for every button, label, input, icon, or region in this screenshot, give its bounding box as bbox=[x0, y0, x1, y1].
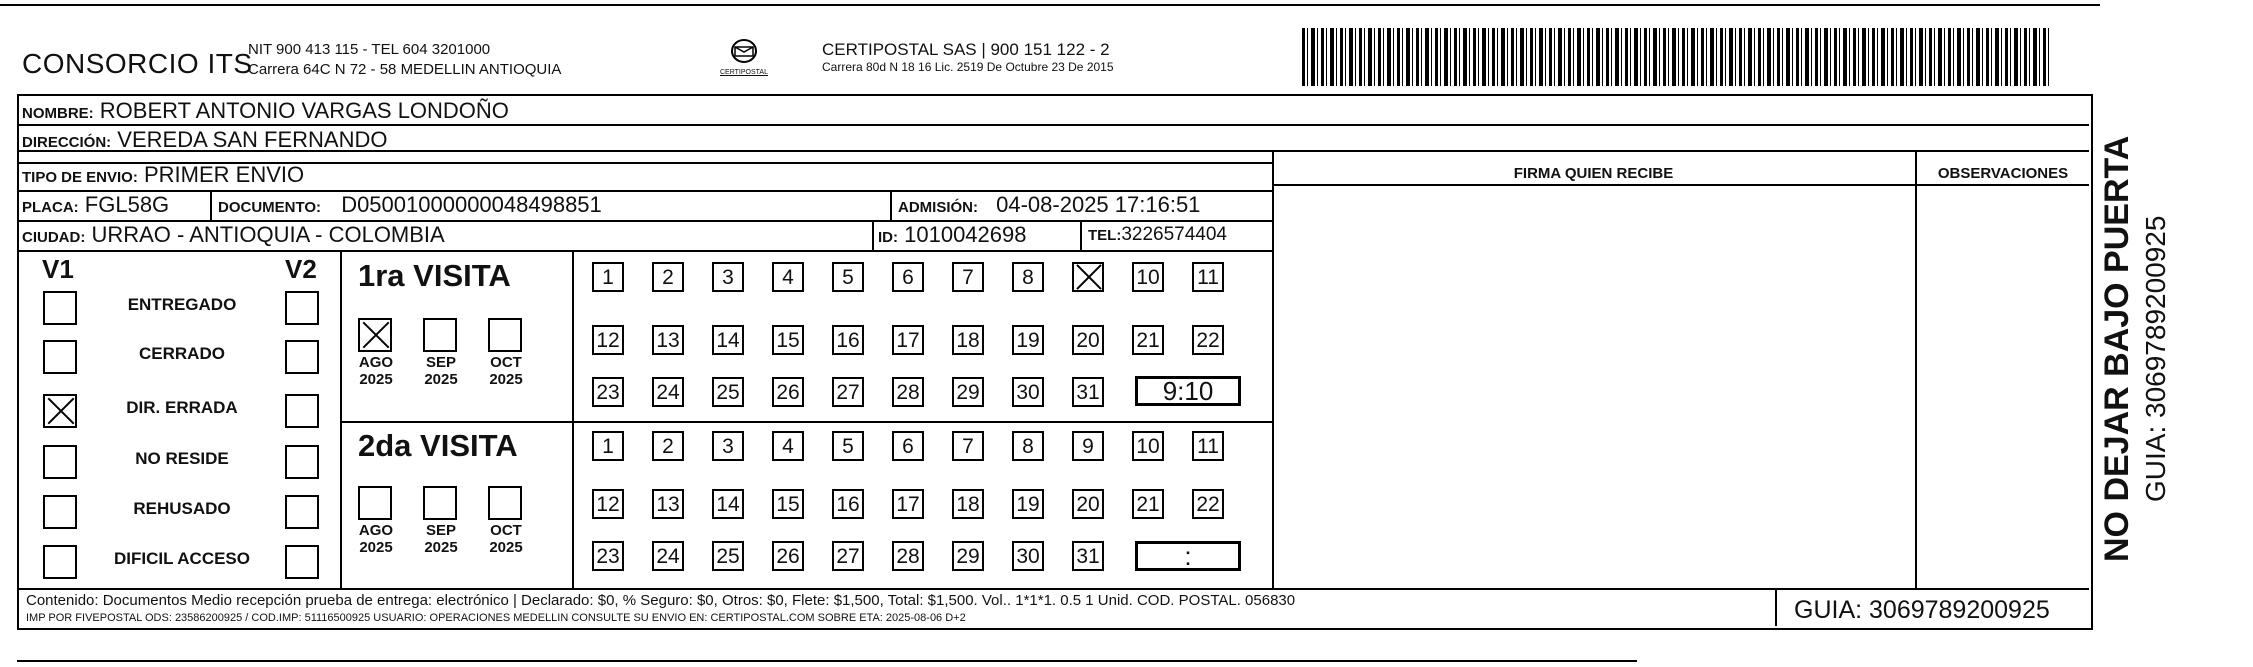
v2-checkbox[interactable] bbox=[285, 545, 319, 579]
document-row bbox=[218, 192, 602, 218]
company-info bbox=[248, 40, 561, 80]
visit2-day-box[interactable]: 17 bbox=[892, 489, 924, 519]
name-row bbox=[22, 98, 509, 124]
city-label: CIUDAD: bbox=[22, 229, 86, 246]
document-label: DOCUMENTO: bbox=[218, 199, 322, 216]
visit1-day-box[interactable]: 28 bbox=[892, 377, 924, 407]
visit1-day-box[interactable]: 4 bbox=[772, 262, 804, 292]
footer-imp: IMP POR FIVEPOSTAL ODS: 23586200925 / COD.IMP: 51116500925 USUARIO: OPERACIONES MEDELLIN CONSULTE SU ENVIO EN: CERTIPOSTAL.COM SOBRE ETA: 2025-08-06 D+2 bbox=[26, 612, 966, 624]
footer-guia: GUIA: 3069789200925 bbox=[1794, 596, 2050, 624]
visit1-day-box[interactable]: 30 bbox=[1012, 377, 1044, 407]
v2-checkbox[interactable] bbox=[285, 291, 319, 325]
visit1-day-box[interactable]: 11 bbox=[1192, 262, 1224, 292]
id-label: ID: bbox=[878, 229, 898, 246]
v2-checkbox[interactable] bbox=[285, 394, 319, 428]
visit2-day-box[interactable]: 15 bbox=[772, 489, 804, 519]
month-year: 2025 bbox=[489, 371, 523, 388]
month-year: 2025 bbox=[424, 539, 458, 556]
send-type-label: TIPO DE ENVIO: bbox=[22, 169, 138, 186]
admission-row bbox=[898, 192, 1200, 218]
visit2-day-box[interactable]: 12 bbox=[592, 489, 624, 519]
tel-label: TEL: bbox=[1088, 227, 1122, 244]
visit1-day-box[interactable]: 27 bbox=[832, 377, 864, 407]
month-name: SEP bbox=[425, 354, 456, 371]
visit1-day-box[interactable]: 25 bbox=[712, 377, 744, 407]
visit1-day-box[interactable]: 19 bbox=[1012, 325, 1044, 355]
visit1-time[interactable]: 9:10 bbox=[1135, 376, 1241, 406]
visit1-day-box[interactable]: 13 bbox=[652, 325, 684, 355]
visit1-title: 1ra VISITA bbox=[358, 258, 511, 293]
visit2-day-box[interactable]: 4 bbox=[772, 431, 804, 461]
visit1-day-box[interactable]: 15 bbox=[772, 325, 804, 355]
visit1-day-box[interactable]: 10 bbox=[1132, 262, 1164, 292]
send-type-row bbox=[22, 162, 304, 188]
visit2-month-checkbox[interactable] bbox=[423, 486, 457, 520]
company-nit: NIT 900 413 115 - TEL 604 3201000 bbox=[248, 41, 491, 58]
visit1-day-box[interactable] bbox=[1072, 262, 1104, 292]
v1-checkbox[interactable] bbox=[43, 291, 77, 325]
visit1-day-box[interactable]: 31 bbox=[1072, 377, 1104, 407]
visit1-day-box[interactable]: 8 bbox=[1012, 262, 1044, 292]
visit2-day-box[interactable]: 18 bbox=[952, 489, 984, 519]
visit1-month-checkbox[interactable] bbox=[423, 318, 457, 352]
v2-label: V2 bbox=[285, 254, 317, 284]
visit1-month-checkbox[interactable] bbox=[358, 318, 392, 352]
visit1-day-box[interactable]: 12 bbox=[592, 325, 624, 355]
visit2-day-box[interactable]: 19 bbox=[1012, 489, 1044, 519]
visit1-day-box[interactable]: 3 bbox=[712, 262, 744, 292]
visit1-day-box[interactable]: 6 bbox=[892, 262, 924, 292]
v1-checkbox[interactable] bbox=[43, 495, 77, 529]
visit2-month-checkbox[interactable] bbox=[488, 486, 522, 520]
v1-checkbox[interactable] bbox=[43, 445, 77, 479]
visit2-time[interactable]: : bbox=[1135, 541, 1241, 571]
send-type-value: PRIMER ENVIO bbox=[143, 162, 305, 187]
visit2-day-box[interactable]: 16 bbox=[832, 489, 864, 519]
city-value: URRAO - ANTIOQUIA - COLOMBIA bbox=[91, 222, 445, 247]
visit2-day-box[interactable]: 22 bbox=[1192, 489, 1224, 519]
visit2-day-box[interactable]: 27 bbox=[832, 541, 864, 571]
status-option-label: CERRADO bbox=[139, 344, 225, 363]
observations-header: OBSERVACIONES bbox=[1937, 165, 2069, 182]
month-name: OCT bbox=[490, 354, 522, 371]
visit1-day-box[interactable]: 14 bbox=[712, 325, 744, 355]
side-warning: NO DEJAR BAJO PUERTA bbox=[2098, 135, 2136, 562]
top-rule bbox=[0, 4, 2100, 6]
document-value: D05001000000048498851 bbox=[341, 192, 602, 217]
company-address: Carrera 64C N 72 - 58 MEDELLIN ANTIOQUIA bbox=[248, 61, 562, 78]
id-value: 1010042698 bbox=[904, 222, 1027, 247]
v2-checkbox[interactable] bbox=[285, 340, 319, 374]
visit2-day-box[interactable]: 5 bbox=[832, 431, 864, 461]
visit2-day-box[interactable]: 21 bbox=[1132, 489, 1164, 519]
month-year: 2025 bbox=[489, 539, 523, 556]
visit2-title: 2da VISITA bbox=[358, 428, 518, 463]
certipostal-logo bbox=[716, 38, 772, 77]
visit1-day-box[interactable]: 20 bbox=[1072, 325, 1104, 355]
visit2-day-box[interactable]: 29 bbox=[952, 541, 984, 571]
v1-label: V1 bbox=[42, 254, 74, 284]
plate-label: PLACA: bbox=[22, 199, 79, 216]
observations-area[interactable] bbox=[1919, 188, 2087, 586]
name-value: ROBERT ANTONIO VARGAS LONDOÑO bbox=[99, 98, 509, 123]
visit1-month-label bbox=[352, 354, 400, 388]
v1-checkbox[interactable] bbox=[43, 394, 77, 428]
visit1-day-box[interactable]: 18 bbox=[952, 325, 984, 355]
visit2-day-box[interactable]: 30 bbox=[1012, 541, 1044, 571]
month-year: 2025 bbox=[424, 371, 458, 388]
visit2-day-box[interactable]: 3 bbox=[712, 431, 744, 461]
visit1-day-box[interactable]: 17 bbox=[892, 325, 924, 355]
visit2-day-box[interactable]: 1 bbox=[592, 431, 624, 461]
month-year: 2025 bbox=[359, 539, 393, 556]
visit2-day-box[interactable]: 11 bbox=[1192, 431, 1224, 461]
name-label: NOMBRE: bbox=[22, 105, 94, 122]
status-option-label: REHUSADO bbox=[133, 499, 231, 518]
v2-checkbox[interactable] bbox=[285, 495, 319, 529]
envelope-logo-icon bbox=[726, 38, 762, 64]
id-row bbox=[878, 222, 1026, 248]
visit1-day-box[interactable]: 22 bbox=[1192, 325, 1224, 355]
signature-header: FIRMA QUIEN RECIBE bbox=[1513, 165, 1674, 182]
city-row bbox=[22, 222, 445, 248]
month-year: 2025 bbox=[359, 371, 393, 388]
visit2-day-box[interactable]: 24 bbox=[652, 541, 684, 571]
status-option-label: DIFICIL ACCESO bbox=[113, 549, 250, 568]
status-option-label: ENTREGADO bbox=[127, 295, 237, 314]
visit1-month-checkbox[interactable] bbox=[488, 318, 522, 352]
visit1-day-box[interactable]: 16 bbox=[832, 325, 864, 355]
logo-text: CERTIPOSTAL bbox=[720, 69, 768, 76]
address-label: DIRECCIÓN: bbox=[22, 134, 112, 151]
plate-value: FGL58G bbox=[84, 192, 170, 217]
visit2-day-box[interactable]: 31 bbox=[1072, 541, 1104, 571]
visit2-month-label bbox=[417, 522, 465, 556]
month-name: AGO bbox=[358, 354, 394, 371]
visit2-month-label bbox=[352, 522, 400, 556]
status-option-label: NO RESIDE bbox=[135, 449, 229, 468]
footer-content: Contenido: Documentos Medio recepción prueba de entrega: electrónico | Declarado: $0, % Seguro: $0, Otros: $0, Flete: $1,500, Total: $1,500. Vol.. 1*1*1. 0.5 1 Unid. COD. POSTAL. 056830 bbox=[26, 592, 1296, 609]
visit2-day-box[interactable]: 25 bbox=[712, 541, 744, 571]
visit1-month-label bbox=[417, 354, 465, 388]
company-name: CONSORCIO ITS bbox=[22, 48, 253, 79]
visit1-month-label bbox=[482, 354, 530, 388]
visit2-day-box[interactable]: 20 bbox=[1072, 489, 1104, 519]
visit2-month-checkbox[interactable] bbox=[358, 486, 392, 520]
barcode bbox=[1302, 28, 2052, 86]
visit2-day-box[interactable]: 7 bbox=[952, 431, 984, 461]
visit2-day-box[interactable]: 8 bbox=[1012, 431, 1044, 461]
visit1-day-box[interactable]: 5 bbox=[832, 262, 864, 292]
tel-value: 3226574404 bbox=[1121, 224, 1227, 245]
address-row bbox=[22, 127, 387, 153]
plate-row bbox=[22, 192, 169, 218]
visit2-day-box[interactable]: 26 bbox=[772, 541, 804, 571]
admission-value: 04-08-2025 17:16:51 bbox=[996, 192, 1201, 217]
tel-row bbox=[1088, 224, 1227, 246]
visit2-month-label bbox=[482, 522, 530, 556]
visit1-day-box[interactable]: 29 bbox=[952, 377, 984, 407]
visit2-day-box[interactable]: 14 bbox=[712, 489, 744, 519]
visit1-day-box[interactable]: 7 bbox=[952, 262, 984, 292]
visit2-day-box[interactable]: 6 bbox=[892, 431, 924, 461]
v1-checkbox[interactable] bbox=[43, 340, 77, 374]
courier-name: CERTIPOSTAL SAS | 900 151 122 - 2 bbox=[822, 40, 1110, 59]
courier-info bbox=[822, 40, 1114, 74]
visit1-day-box[interactable]: 26 bbox=[772, 377, 804, 407]
visit1-day-box[interactable]: 2 bbox=[652, 262, 684, 292]
v2-checkbox[interactable] bbox=[285, 445, 319, 479]
visit2-day-box[interactable]: 2 bbox=[652, 431, 684, 461]
visit1-day-box[interactable]: 21 bbox=[1132, 325, 1164, 355]
visit1-day-box[interactable]: 23 bbox=[592, 377, 624, 407]
visit2-day-box[interactable]: 23 bbox=[592, 541, 624, 571]
courier-address: Carrera 80d N 18 16 Lic. 2519 De Octubre 23 De 2015 bbox=[822, 60, 1114, 74]
month-name: SEP bbox=[425, 522, 456, 539]
address-value: VEREDA SAN FERNANDO bbox=[117, 127, 388, 152]
v1-checkbox[interactable] bbox=[43, 545, 77, 579]
month-name: OCT bbox=[490, 522, 522, 539]
visit2-day-box[interactable]: 9 bbox=[1072, 431, 1104, 461]
visit1-day-box[interactable]: 1 bbox=[592, 262, 624, 292]
side-guia: GUIA: 3069789200925 bbox=[2140, 215, 2171, 502]
visit1-day-box[interactable]: 24 bbox=[652, 377, 684, 407]
visit2-day-box[interactable]: 10 bbox=[1132, 431, 1164, 461]
visit2-day-box[interactable]: 13 bbox=[652, 489, 684, 519]
status-option-label: DIR. ERRADA bbox=[126, 398, 238, 417]
admission-label: ADMISIÓN: bbox=[898, 199, 978, 216]
visit2-day-box[interactable]: 28 bbox=[892, 541, 924, 571]
signature-area[interactable] bbox=[1276, 188, 1912, 586]
month-name: AGO bbox=[358, 522, 394, 539]
